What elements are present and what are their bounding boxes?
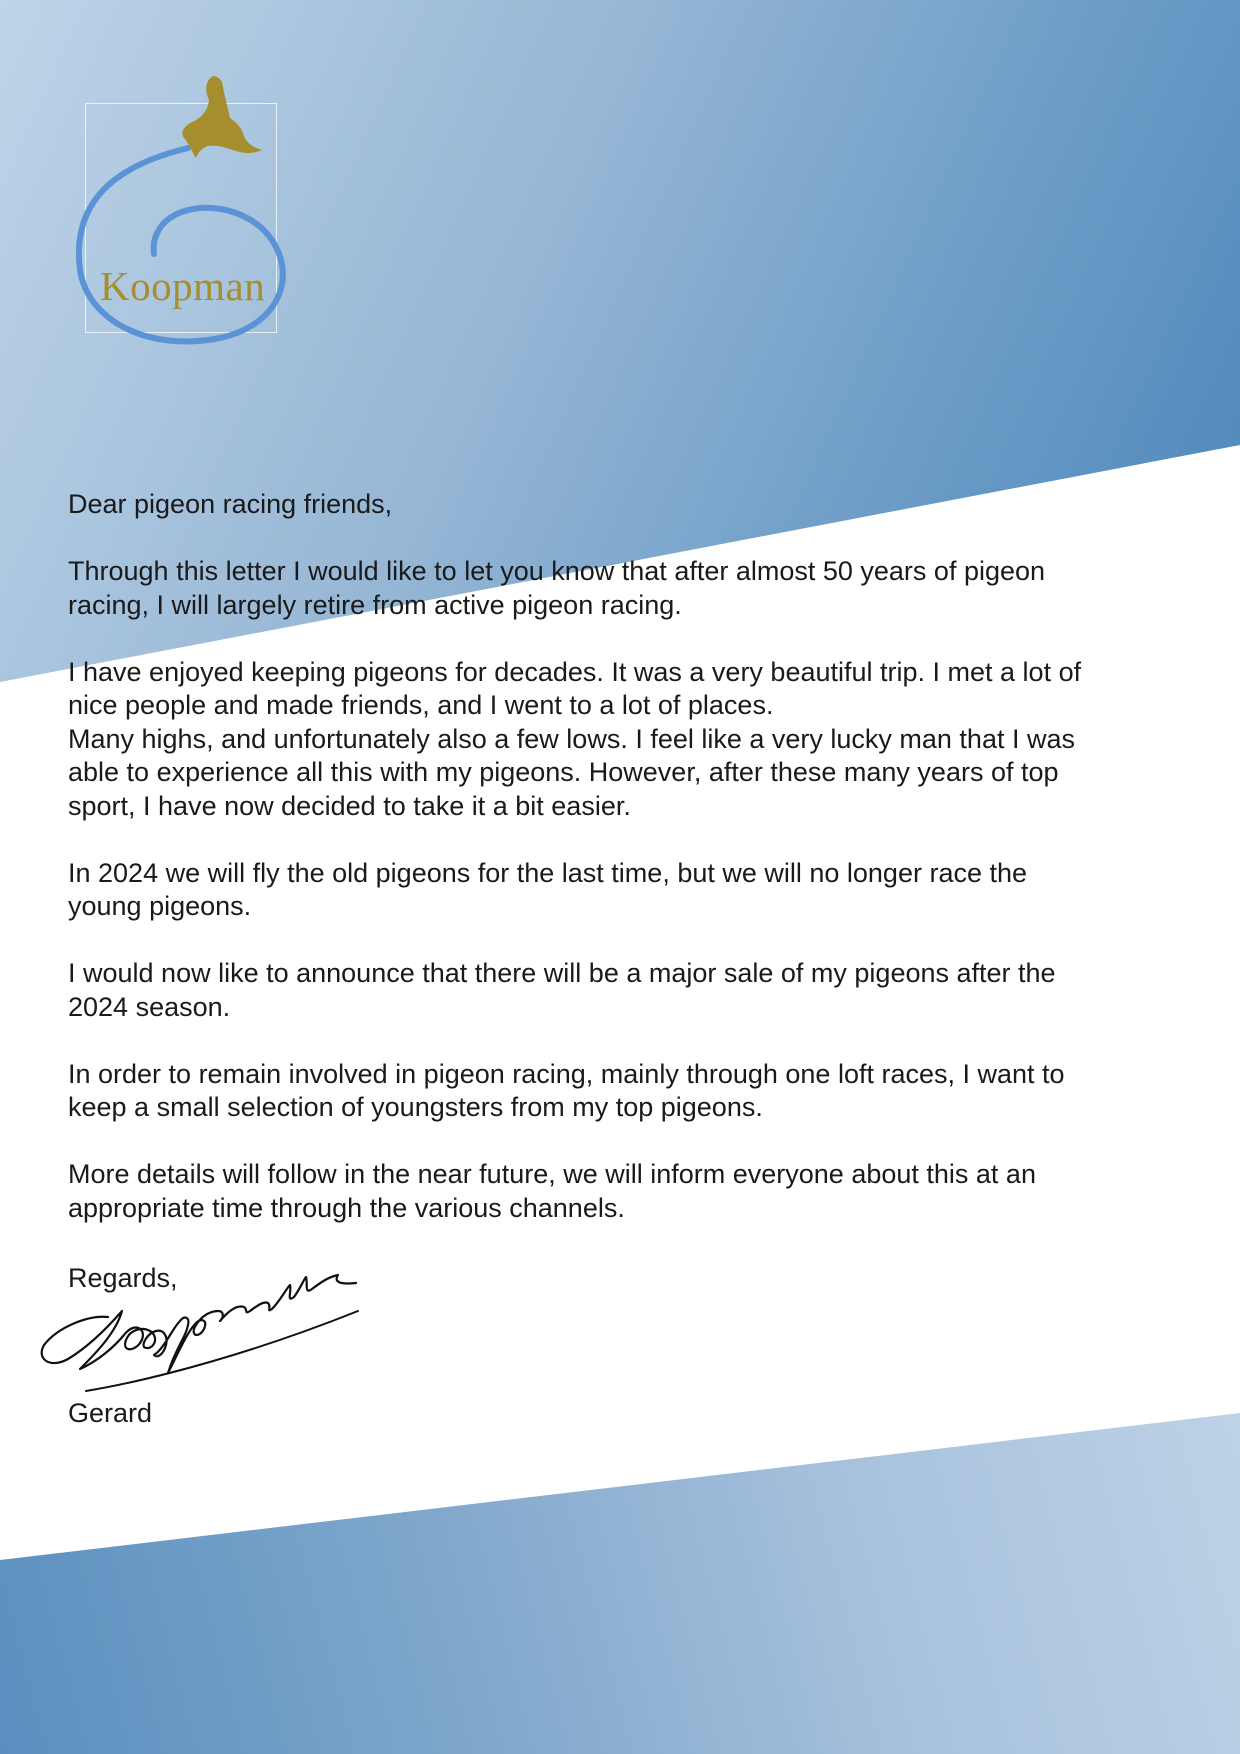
logo-bird-icon: [182, 76, 262, 158]
salutation-text: Dear pigeon racing friends,: [68, 489, 393, 519]
paragraph-line: Many highs, and unfortunately also a few lows. I feel like a very lucky man that I was: [68, 723, 1075, 754]
paragraph-line: young pigeons.: [68, 891, 252, 921]
paragraph-line: More details will follow in the near future, we will inform everyone about this at an: [68, 1159, 1036, 1189]
signature-underline: [86, 1311, 358, 1391]
paragraph-line: I would now like to announce that there will be a major sale of my pigeons after the: [68, 958, 1056, 988]
paragraph-line: nice people and made friends, and I went to a lot of places.: [68, 690, 774, 720]
logo-wordmark: Koopman: [100, 263, 266, 309]
paragraph-line: 2024 season.: [68, 991, 231, 1022]
paragraph-one-loft: [68, 1058, 1178, 1125]
paragraph-line: In 2024 we will fly the old pigeons for the last time, but we will no longer race the: [68, 857, 1028, 888]
bottom-band: [0, 1413, 1240, 1754]
paragraph-line: keep a small selection of youngsters from my top pigeons.: [68, 1092, 763, 1122]
signature: [38, 1255, 368, 1405]
paragraph-line: In order to remain involved in pigeon racing, mainly through one loft races, I want to: [68, 1058, 1065, 1089]
paragraph-line: able to experience all this with my pigeons. However, after these many years of top: [68, 757, 1059, 787]
salutation: [68, 488, 1178, 522]
signature-stroke: [42, 1275, 356, 1373]
paragraph-line: Through this letter I would like to let you know that after almost 50 years of pigeon: [68, 556, 1046, 586]
letter-body: [68, 488, 1178, 1259]
company-logo: [70, 70, 310, 360]
paragraph-line: racing, I will largely retire from active pigeon racing.: [68, 589, 682, 620]
logo-swirl: [79, 148, 283, 341]
signer-name: Gerard: [68, 1398, 153, 1428]
paragraph-line: appropriate time through the various channels.: [68, 1192, 625, 1223]
closing: Regards,: [68, 1263, 178, 1293]
paragraph-sale: [68, 957, 1178, 1024]
paragraph-line: I have enjoyed keeping pigeons for decades. It was a very beautiful trip. I met a lot of: [68, 656, 1082, 687]
paragraph-retirement: [68, 555, 1178, 622]
paragraph-line: sport, I have now decided to take it a bit easier.: [68, 790, 631, 821]
logo-mark: [70, 70, 310, 360]
paragraph-details: [68, 1158, 1178, 1225]
paragraph-memories: [68, 656, 1178, 824]
paragraph-2024-season: [68, 857, 1178, 924]
